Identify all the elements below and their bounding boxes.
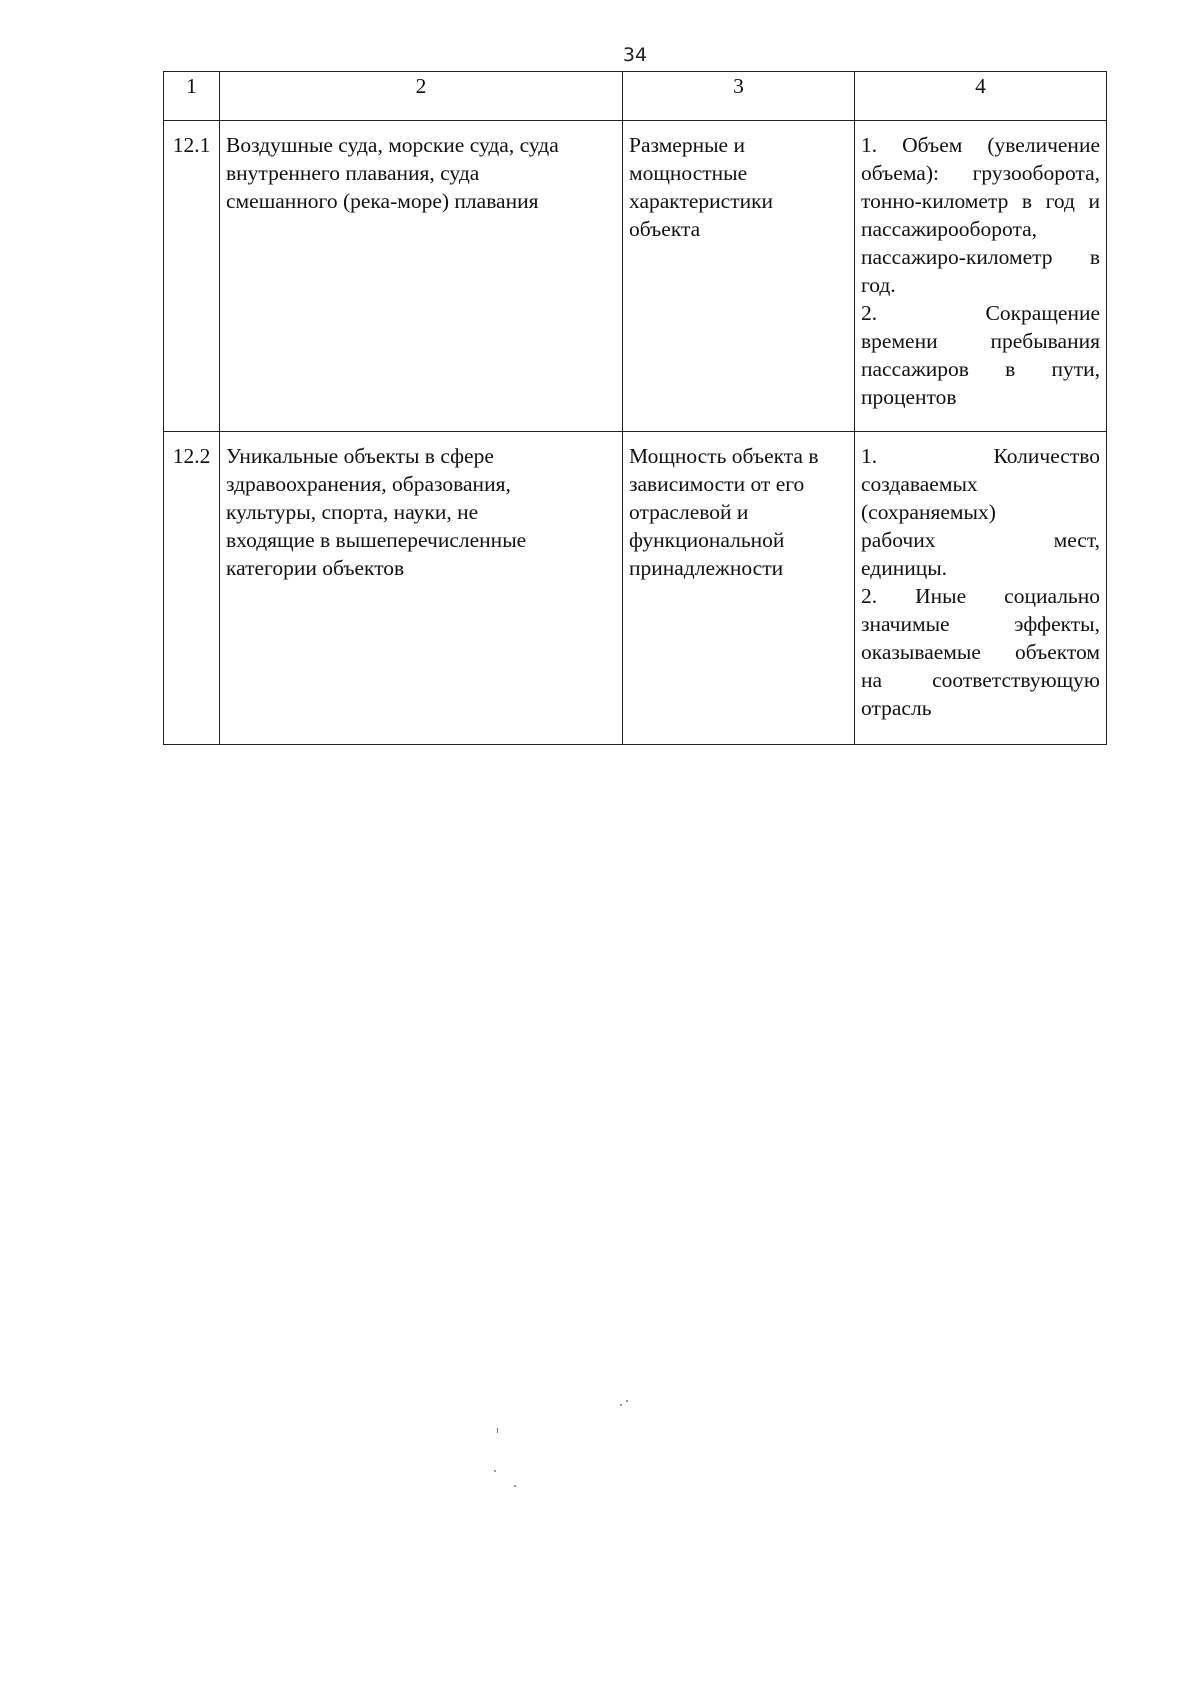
cell-line: мощностные — [629, 161, 748, 185]
cell-line: объекта — [629, 217, 701, 241]
table-row — [164, 432, 1107, 745]
cell-line: 1. Объем (увеличение — [861, 133, 1100, 157]
cell-line: 2. Сокращение — [861, 301, 1100, 325]
cell-line: функциональной — [629, 528, 785, 552]
cell-line: здравоохранения, образования, — [226, 472, 511, 496]
scan-speck — [497, 1428, 498, 1433]
cell-line: Уникальные объекты в сфере — [226, 444, 494, 468]
header-col-3: 3 — [623, 72, 855, 121]
cell-line: пассажирооборота, — [861, 217, 1038, 241]
header-col-1: 1 — [164, 72, 220, 121]
cell-line: создаваемых — [861, 472, 978, 496]
cell-line: 1. Количество — [861, 444, 1100, 468]
cell-line: внутреннего плавания, суда — [226, 161, 480, 185]
cell-line: Мощность объекта в — [629, 444, 819, 468]
cell-line: пассажиро-километр в — [861, 245, 1100, 269]
cell-line: характеристики — [629, 189, 774, 213]
cell-line: 2. Иные социально — [861, 584, 1100, 608]
table-header-row — [164, 72, 1107, 121]
row-number: 12.1 — [164, 121, 220, 432]
indicator-cell — [855, 121, 1107, 432]
cell-line: принадлежности — [629, 556, 784, 580]
cell-line: времени пребывания — [861, 329, 1100, 353]
object-type-cell — [220, 121, 623, 432]
cell-line: пассажиров в пути, — [861, 357, 1100, 381]
cell-line: (сохраняемых) — [861, 500, 996, 524]
cell-line: единицы. — [861, 556, 948, 580]
cell-line: Размерные и — [629, 133, 745, 157]
cell-line: объема): грузооборота, — [861, 161, 1100, 185]
characteristic-cell — [623, 121, 855, 432]
scan-speck — [620, 1404, 622, 1406]
cell-line: оказываемые объектом — [861, 640, 1100, 664]
characteristic-cell — [623, 432, 855, 745]
cell-line: на соответствующую — [861, 668, 1100, 692]
cell-line: Воздушные суда, морские суда, суда — [226, 133, 559, 157]
cell-line: входящие в вышеперечисленные — [226, 528, 527, 552]
cell-line: отраслевой и — [629, 500, 749, 524]
header-col-2: 2 — [220, 72, 623, 121]
cell-line: процентов — [861, 385, 957, 409]
cell-line: отрасль — [861, 696, 932, 720]
cell-line: категории объектов — [226, 556, 405, 580]
cell-line: культуры, спорта, науки, не — [226, 500, 479, 524]
indicator-cell — [855, 432, 1107, 745]
page-number: 34 — [622, 44, 648, 66]
scan-speck — [514, 1485, 516, 1487]
cell-line: рабочих мест, — [861, 528, 1100, 552]
cell-line: значимые эффекты, — [861, 612, 1100, 636]
row-number: 12.2 — [164, 432, 220, 745]
scan-speck — [494, 1470, 496, 1472]
object-type-cell — [220, 432, 623, 745]
cell-line: зависимости от его — [629, 472, 805, 496]
cell-line: тонно-километр в год и — [861, 189, 1100, 213]
indicators-table — [163, 71, 1107, 745]
header-col-4: 4 — [855, 72, 1107, 121]
table-row — [164, 121, 1107, 432]
cell-line: год. — [861, 273, 896, 297]
scan-speck — [626, 1400, 628, 1402]
cell-line: смешанного (река-море) плавания — [226, 189, 539, 213]
